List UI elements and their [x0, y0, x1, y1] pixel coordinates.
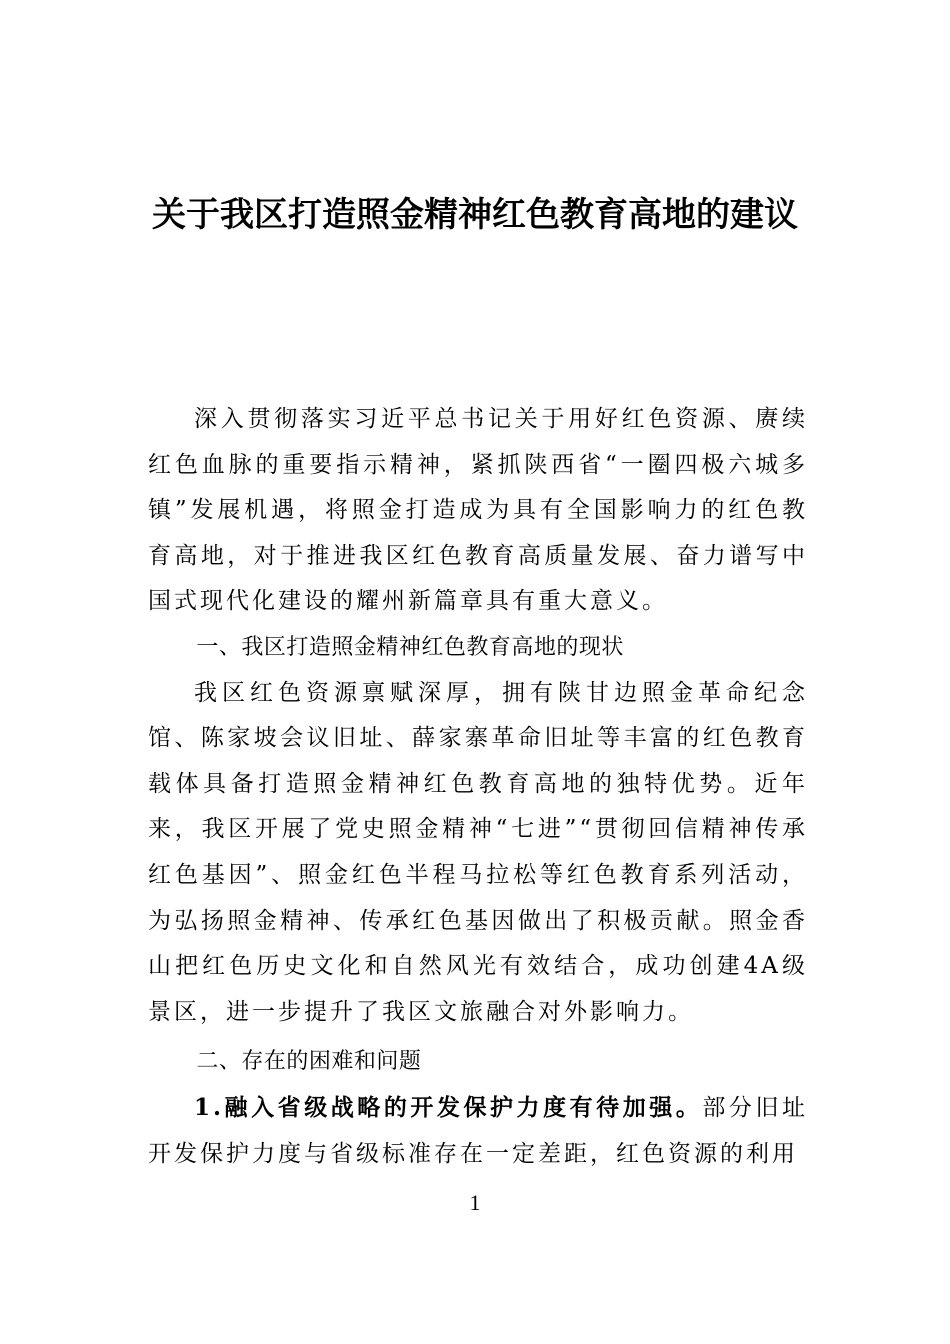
- item-1-text: 部分旧址开发保护力度与省级标准存在一定差距，红色资源的利用: [148, 1094, 809, 1167]
- item-1-paragraph: [148, 1085, 808, 1177]
- document-title: 关于我区打造照金精神红色教育高地的建议: [152, 195, 798, 235]
- status-paragraph: 我区红色资源禀赋深厚，拥有陕甘边照金革命纪念馆、陈家坡会议旧址、薛家寨革命旧址等丰富的红色教育载体具备打造照金精神红色教育高地的独特优势。近年来，我区开展了党史照金精神“七进”“贯彻回信精神传承红色基因”、照金红色半程马拉松等红色教育系列活动，为弘扬照金精神、传承红色基因做出了积极贡献。照金香山把红色历史文化和自然风光有效结合，成功创建4A级景区，进一步提升了我区文旅融合对外影响力。: [148, 679, 808, 1025]
- section-heading-2: 二、存在的困难和问题: [196, 1049, 422, 1075]
- section-heading-1: 一、我区打造照金精神红色教育高地的现状: [196, 634, 624, 660]
- intro-paragraph: 深入贯彻落实习近平总书记关于用好红色资源、赓续红色血脉的重要指示精神，紧抓陕西省“一圈四极六城多镇”发展机遇，将照金打造成为具有全国影响力的红色教育高地，对于推进我区红色教育高质量发展、奋力谱写中国式现代化建设的耀州新篇章具有重大意义。: [148, 406, 808, 615]
- page-number: 1: [469, 1190, 481, 1215]
- item-1-lead: 1.融入省级战略的开发保护力度有待加强。: [194, 1093, 703, 1121]
- document-body: [148, 397, 808, 1177]
